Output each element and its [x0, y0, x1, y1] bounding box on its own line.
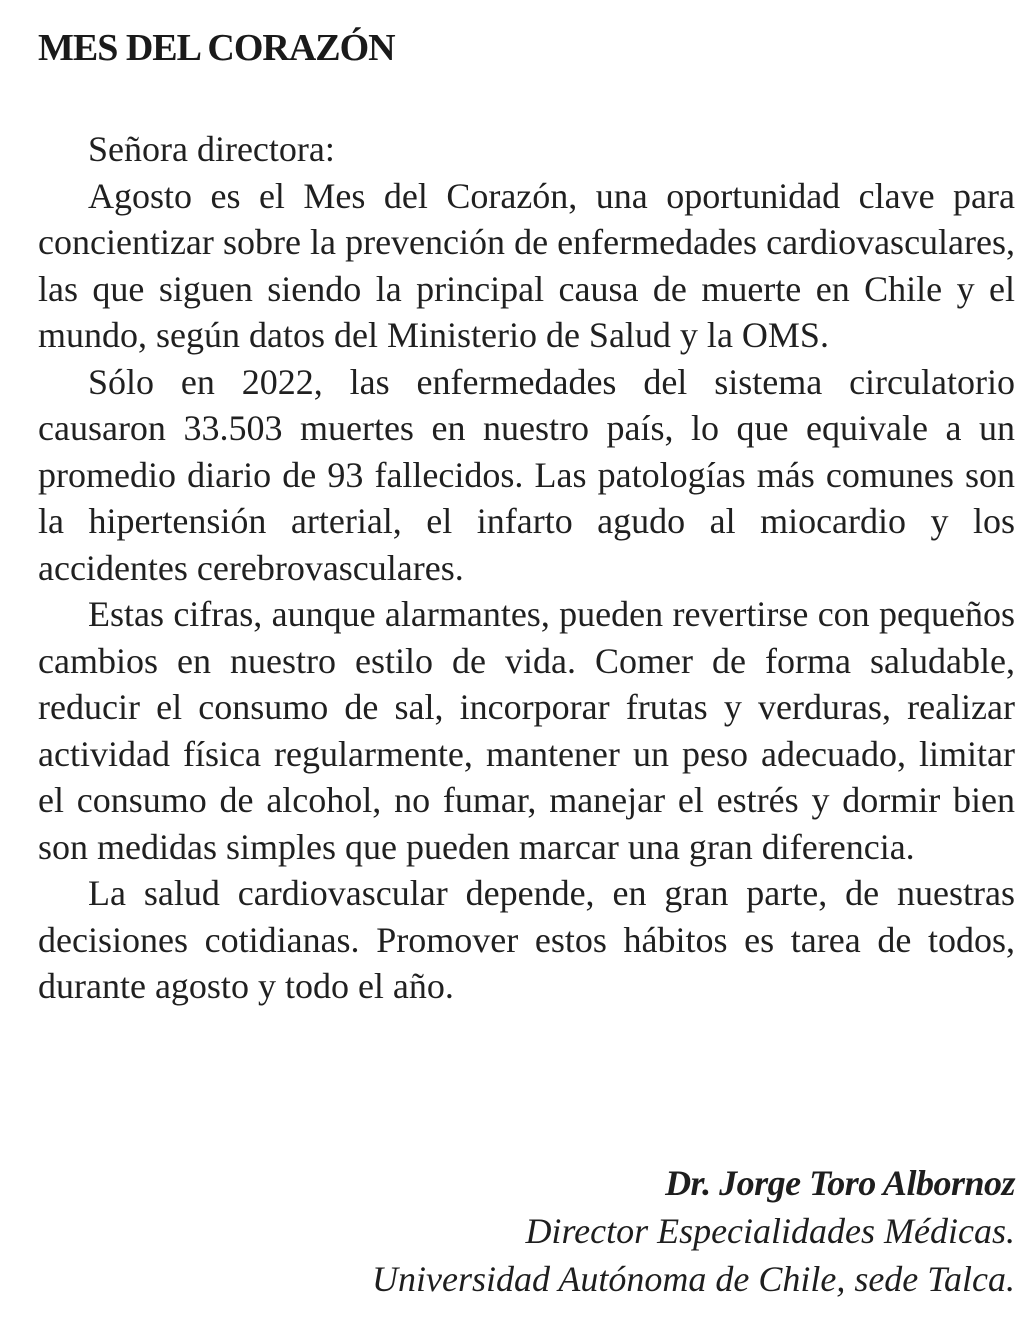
paragraph-3: Estas cifras, aunque alarmantes, pueden revertirse con pequeños cambios en nuestro estilo de vida. Comer de forma saludable, reducir el consumo de sal, incorporar frutas y verduras, realizar actividad física regularmente, mantener un peso adecuado, limitar el consumo de alcohol, no fumar, manejar el estrés y dormir bien son medidas simples que pueden marcar una gran diferencia. — [38, 594, 1015, 867]
signature-title: Director Especialidades Médicas. — [525, 1211, 1015, 1251]
letter-body — [38, 126, 1015, 1010]
letter-to-editor — [38, 22, 1015, 1299]
signature-institution: Universidad Autónoma de Chile, sede Talca. — [372, 1259, 1015, 1299]
paragraph-4: La salud cardiovascular depende, en gran parte, de nuestras decisiones cotidianas. Promover estos hábitos es tarea de todos, durante agosto y todo el año. — [38, 873, 1015, 1006]
signature-block — [38, 1159, 1015, 1303]
paragraph-1: Agosto es el Mes del Corazón, una oportunidad clave para concientizar sobre la prevención de enfermedades cardiovasculares, las que siguen siendo la principal causa de muerte en Chile y el mundo, según datos del Ministerio de Salud y la OMS. — [38, 175, 1015, 355]
paragraph-2: Sólo en 2022, las enfermedades del sistema circulatorio causaron 33.503 muertes en nuestro país, lo que equivale a un promedio diario de 93 fallecidos. Las patologías más comunes son la hipertensión arterial, el infarto agudo al miocardio y los accidentes cerebrovasculares. — [38, 361, 1015, 588]
headline: MES DEL CORAZÓN — [38, 27, 395, 69]
signature-name: Dr. Jorge Toro Albornoz — [665, 1163, 1015, 1203]
salutation: Señora directora: — [88, 129, 335, 169]
